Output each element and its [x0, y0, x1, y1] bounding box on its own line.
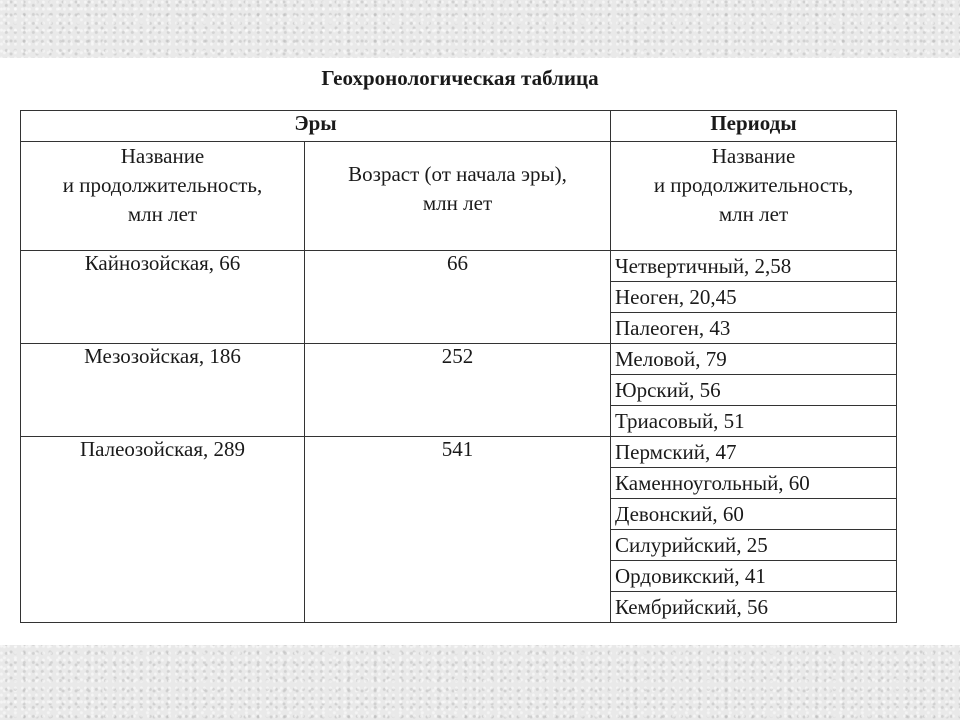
periods-header: Периоды: [611, 111, 897, 142]
column-header-row: [21, 142, 897, 251]
period-cell: Меловой, 79: [611, 344, 897, 375]
period-cell: Кембрийский, 56: [611, 592, 897, 623]
period-cell: Четвертичный, 2,58: [611, 251, 897, 282]
period-cell: Ордовикский, 41: [611, 561, 897, 592]
era-age-cell: 66: [305, 251, 611, 344]
period-cell: Каменноугольный, 60: [611, 468, 897, 499]
era-age-cell: 541: [305, 437, 611, 623]
era-name-cell: Мезозойская, 186: [21, 344, 305, 437]
table-row: [21, 251, 897, 282]
era-name-cell: Палеозойская, 289: [21, 437, 305, 623]
period-cell: Палеоген, 43: [611, 313, 897, 344]
period-cell: Пермский, 47: [611, 437, 897, 468]
period-cell: Триасовый, 51: [611, 406, 897, 437]
era-name-header: Название и продолжительность, млн лет: [21, 142, 305, 251]
era-age-header: Возраст (от начала эры), млн лет: [305, 142, 611, 251]
eras-header: Эры: [21, 111, 611, 142]
period-cell: Силурийский, 25: [611, 530, 897, 561]
era-age-cell: 252: [305, 344, 611, 437]
period-cell: Неоген, 20,45: [611, 282, 897, 313]
table-title: Геохронологическая таблица: [321, 66, 599, 90]
document-page: [0, 58, 960, 645]
group-header-row: [21, 111, 897, 142]
period-cell: Девонский, 60: [611, 499, 897, 530]
table-row: [21, 344, 897, 375]
era-name-cell: Кайнозойская, 66: [21, 251, 305, 344]
period-cell: Юрский, 56: [611, 375, 897, 406]
geochronological-table: [20, 110, 897, 623]
table-row: [21, 437, 897, 468]
period-name-header: Название и продолжительность, млн лет: [611, 142, 897, 251]
